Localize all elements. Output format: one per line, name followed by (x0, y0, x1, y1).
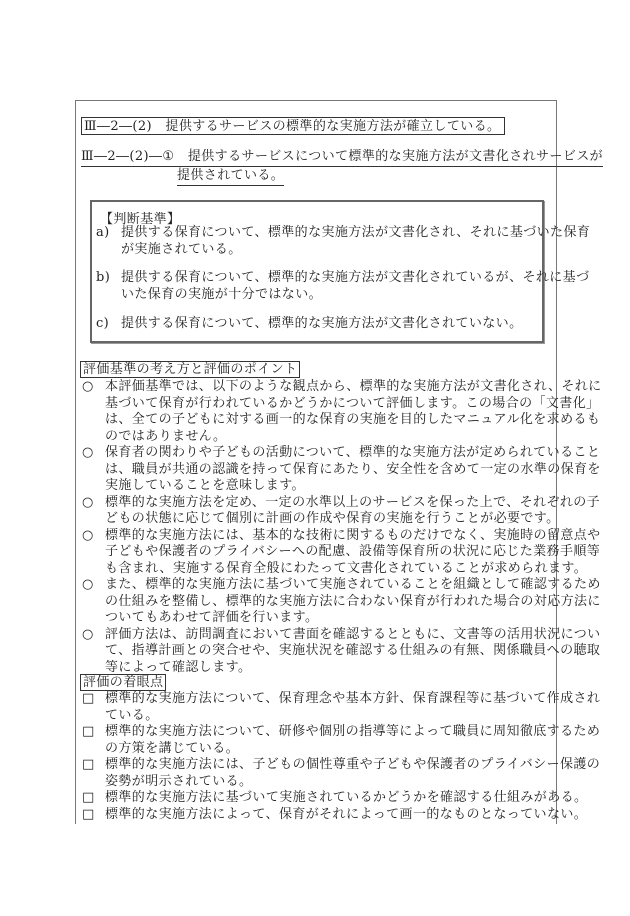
text-line: 子どもや保護者のプライバシーへの配慮、設備等保育所の状況に応じた業務手順等 (105, 544, 601, 559)
text-line: 等によって確認します。 (105, 659, 252, 675)
text-line: 標準的な実施方法について、研修や個別の指導等によって職員に周知徹底するため (105, 724, 601, 739)
text-line: は、全ての子どもに対する画一的な保育の実施を目的したマニュアル化を求めるも (105, 412, 601, 427)
text-line: の方策を講じている。 (105, 740, 240, 756)
focus-item-marker: □ (82, 691, 95, 706)
text-line: どもの状態に応じて個別に計画の作成や保育の実施を行うことが必要です。 (105, 511, 560, 526)
text-line: 標準的な実施方法によって、保育がそれによって画一的なものとなっていない。 (105, 806, 588, 822)
focus-item-text (105, 691, 600, 724)
text-line: 本評価基準では、以下のような観点から、標準的な実施方法が文書化され、それに (105, 379, 602, 394)
point-item (80, 495, 602, 528)
focus-item-marker: □ (82, 757, 95, 772)
criteria-marker: b) (96, 270, 111, 285)
point-item (80, 577, 602, 627)
point-item-text (105, 577, 602, 627)
focus-item (80, 724, 600, 757)
criteria-marker: c) (96, 316, 110, 331)
text-line: ついてもあわせて評価を行います。 (105, 610, 319, 625)
point-item-text (105, 627, 602, 677)
text-line: 標準的な実施方法には、子どもの個性尊重や子どもや保護者のプライバシー保護の (105, 757, 601, 772)
text-line: 標準的な実施方法には、基本的な技術に関するものだけでなく、実施時の留意点や (105, 527, 601, 543)
text-line: 評価方法は、訪問調査において書面を確認するとともに、文書等の活用状況につい (105, 626, 601, 642)
point-item-marker: ○ (82, 445, 94, 460)
focus-item (80, 691, 600, 724)
focus-item (80, 757, 600, 790)
focus-heading: 評価の着眼点 (80, 674, 166, 691)
text-line: 標準的な実施方法について、保育理念や基本方針、保育課程等に基づいて作成され (105, 691, 601, 706)
text-line: 標準的な実施方法を定め、一定の水準以上のサービスを保った上で、それぞれの子 (105, 494, 601, 510)
text-line: は、職員が共通の認識を持って保育にあたり、安全性を含めて一定の水準の保育を (105, 461, 601, 477)
focus-item (80, 790, 600, 807)
text-line: 実施していることを意味します。 (105, 478, 305, 493)
point-item-marker: ○ (82, 527, 94, 543)
criteria-box (90, 200, 591, 343)
focus-item-marker: □ (82, 806, 95, 822)
focus-item-marker: □ (82, 724, 95, 739)
focus-item-text (105, 790, 600, 807)
text-line: ている。 (105, 707, 159, 723)
point-item-text (105, 528, 602, 578)
point-item (80, 379, 602, 445)
point-item-marker: ○ (82, 626, 94, 642)
criteria-text: 提供する保育について、標準的な実施方法が文書化されているが、それに基づ いた保育の実施が十分ではない。 (121, 270, 590, 302)
focus-item-text (105, 807, 600, 824)
point-item-text (105, 379, 602, 445)
point-item-marker: ○ (82, 379, 94, 394)
criteria-marker: a) (96, 225, 110, 240)
text-line: のではありません。 (105, 428, 227, 444)
criteria-text: 提供する保育について、標準的な実施方法が文書化されていない。 (121, 316, 523, 331)
item-title-line1: Ⅲ―2―(2)―① 提供するサービスについて標準的な実施方法が文書化されサービスが (81, 148, 603, 167)
text-line: の仕組みを整備し、標準的な実施方法に合わない保育が行われた場合の対応方法に (105, 593, 601, 609)
focus-item-text (105, 724, 600, 757)
point-item (80, 627, 602, 677)
text-line: て、指導計画との突合せや、実施状況を確認する仕組みの有無、関係職員への聴取 (105, 643, 601, 658)
text-line: も含まれ、実施する保育全般にわたって文書化されていることが求められます。 (105, 560, 588, 576)
point-item-marker: ○ (82, 494, 94, 510)
focus-list (80, 691, 600, 823)
focus-item-marker: □ (82, 790, 95, 805)
point-item-text (105, 495, 602, 528)
focus-item (80, 807, 600, 824)
point-item-text (105, 445, 602, 495)
item-title (81, 148, 603, 186)
point-item (80, 445, 602, 495)
criteria-heading: 【判断基準】 (100, 212, 181, 227)
points-list (80, 379, 602, 676)
focus-item-text (105, 757, 600, 790)
text-line: また、標準的な実施方法に基づいて実施されていることを組織として確認するため (105, 577, 601, 592)
text-line: 標準的な実施方法に基づいて実施されているかどうかを確認する仕組みがある。 (105, 790, 588, 805)
points-heading: 評価基準の考え方と評価のポイント (80, 361, 300, 378)
text-line: 姿勢が明示されている。 (105, 773, 253, 789)
section-title: Ⅲ―2―(2) 提供するサービスの標準的な実施方法が確立している。 (81, 117, 505, 135)
criteria-text: 提供する保育について、標準的な実施方法が文書化され、それに基づいた保育 が実施されている。 (121, 225, 591, 257)
text-line: 基づいて保育が行われているかどうかについて評価します。この場合の「文書化」 (105, 395, 600, 411)
item-title-line2: 提供されている。 (177, 167, 284, 186)
point-item (80, 528, 602, 578)
point-item-marker: ○ (82, 577, 94, 592)
text-line: 保育者の関わりや子どもの活動について、標準的な実施方法が定められていること (105, 445, 601, 460)
